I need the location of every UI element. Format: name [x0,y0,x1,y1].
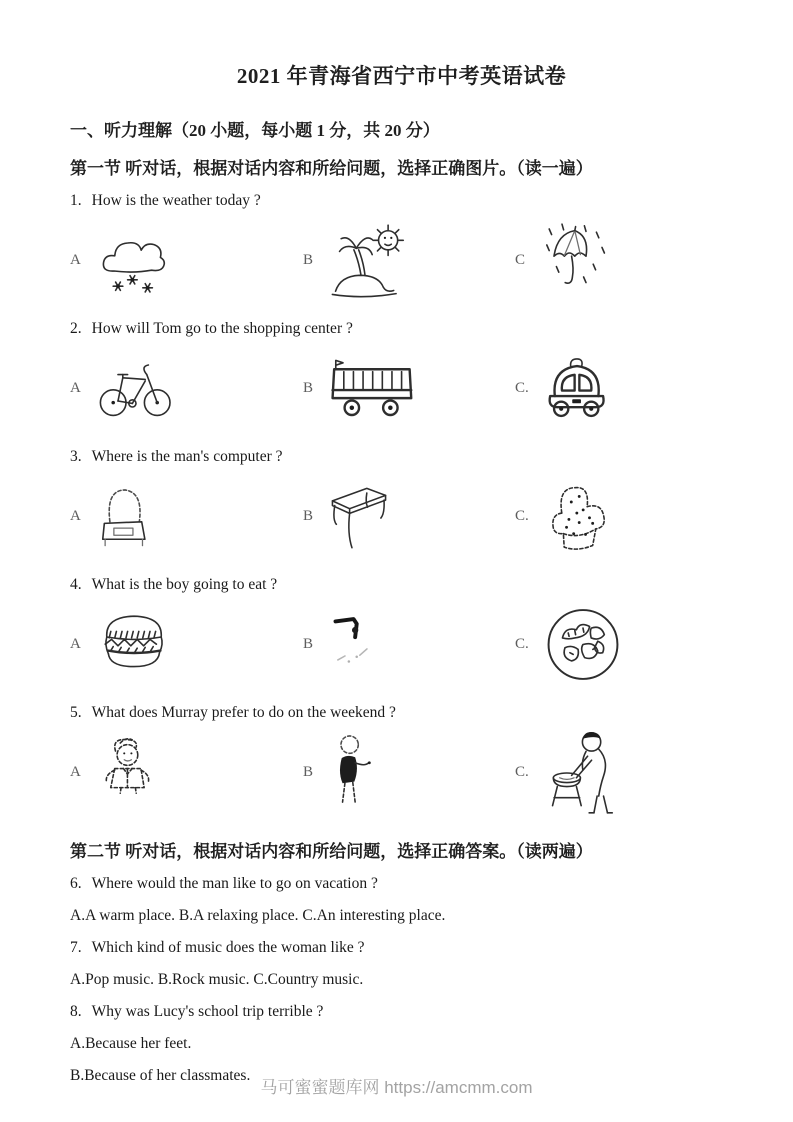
question-7 [70,938,733,958]
question-1-options [70,214,733,307]
option-b [303,214,515,307]
option-image [542,478,618,556]
question-text: Where would the man like to go on vacation ? [91,875,378,892]
option-label: A [70,380,81,396]
question-6 [70,874,733,894]
question-2-options [70,342,733,435]
option-label: B [303,764,314,780]
table-icon [326,479,392,554]
option-label: C. [515,508,529,524]
chair-icon [94,482,156,552]
option-label: A [70,636,81,652]
option-image [326,479,392,554]
question-4-options [70,598,733,691]
option-image [326,221,412,301]
option-label: B [303,508,314,524]
question-number: 6. [70,875,82,892]
umbrella-rain-icon [538,221,610,301]
island-sun-icon [326,221,412,301]
question-number: 3. [70,448,82,465]
option-image [326,731,378,815]
option-image [94,608,174,682]
option-c [515,342,733,435]
question-text: How will Tom go to the shopping center ? [91,320,353,337]
exam-title: 2021 年青海省西宁市中考英语试卷 [236,64,567,88]
bicycle-icon [94,357,178,421]
option-label: A [70,764,81,780]
person-sketch-icon [326,731,378,815]
question-number: 7. [70,939,82,956]
dumplings-plate-icon [542,605,624,684]
option-label: C. [515,636,529,652]
question-text: What is the boy going to eat ? [91,576,278,593]
question-text: Why was Lucy's school trip terrible ? [91,1003,324,1020]
question-text: How is the weather today ? [91,192,261,209]
part1-heading: 第一节 听对话，根据对话内容和所给问题，选择正确图片。（读一遍） [70,159,593,178]
option-image [326,612,378,678]
question-7-options-line: A.Pop music. B.Rock music. C.Country music. [70,971,364,988]
option-b [303,598,515,691]
bus-icon [326,358,421,419]
question-8-option-a-line: A.Because her feet. [70,1035,192,1052]
question-8-option-b-line: B.Because of her classmates. [70,1067,251,1084]
question-6-options-line: A.A warm place. B.A relaxing place. C.An interesting place. [70,907,446,924]
option-image [542,355,612,423]
option-image [94,223,174,299]
option-a [70,342,303,435]
option-label: A [70,508,81,524]
question-5 [70,704,733,722]
option-a [70,470,303,563]
option-label: B [303,380,314,396]
question-text: Where is the man's computer ? [91,448,283,465]
option-image [94,735,172,810]
question-number: 1. [70,192,82,209]
question-1 [70,192,733,210]
car-icon [542,355,612,423]
hamburger-icon [94,608,174,682]
option-image [542,605,624,684]
option-b [303,470,515,563]
option-b [303,726,515,819]
question-3 [70,448,733,466]
question-number: 2. [70,320,82,337]
option-label: C. [515,380,529,396]
option-label: B [303,636,314,652]
option-image [326,358,421,419]
armchair-icon [542,478,618,556]
option-b [303,342,515,435]
option-a [70,214,303,307]
question-text: Which kind of music does the woman like ? [91,939,365,956]
question-5-options [70,726,733,819]
text-questions [70,874,733,1086]
option-c [515,214,733,307]
option-image [538,221,610,301]
option-label: A [70,252,81,268]
question-text: What does Murray prefer to do on the weekend ? [91,704,396,721]
question-number: 5. [70,704,82,721]
section-heading: 一、听力理解（20 小题，每小题 1 分，共 20 分） [70,121,440,140]
option-a [70,726,303,819]
question-number: 4. [70,576,82,593]
snowy-cloud-icon [94,223,174,299]
footer-watermark: 马可蜜蜜题库网 https://amcmm.com [260,1078,533,1097]
option-c [515,470,733,563]
question-number: 8. [70,1003,82,1020]
washing-clothes-icon [542,730,622,816]
question-4 [70,576,733,594]
question-3-options [70,470,733,563]
question-8 [70,1002,733,1022]
option-label: C. [515,764,529,780]
boy-sketch-icon [94,735,172,810]
faint-food-sketch-icon [326,612,378,678]
option-c [515,598,733,691]
option-image [94,482,156,552]
option-label: B [303,252,314,268]
question-2 [70,320,733,338]
part2-heading: 第二节 听对话，根据对话内容和所给问题，选择正确答案。（读两遍） [70,842,593,861]
option-a [70,598,303,691]
option-image [94,357,178,421]
option-label: C [515,252,526,268]
option-c [515,726,733,819]
option-image [542,730,622,816]
